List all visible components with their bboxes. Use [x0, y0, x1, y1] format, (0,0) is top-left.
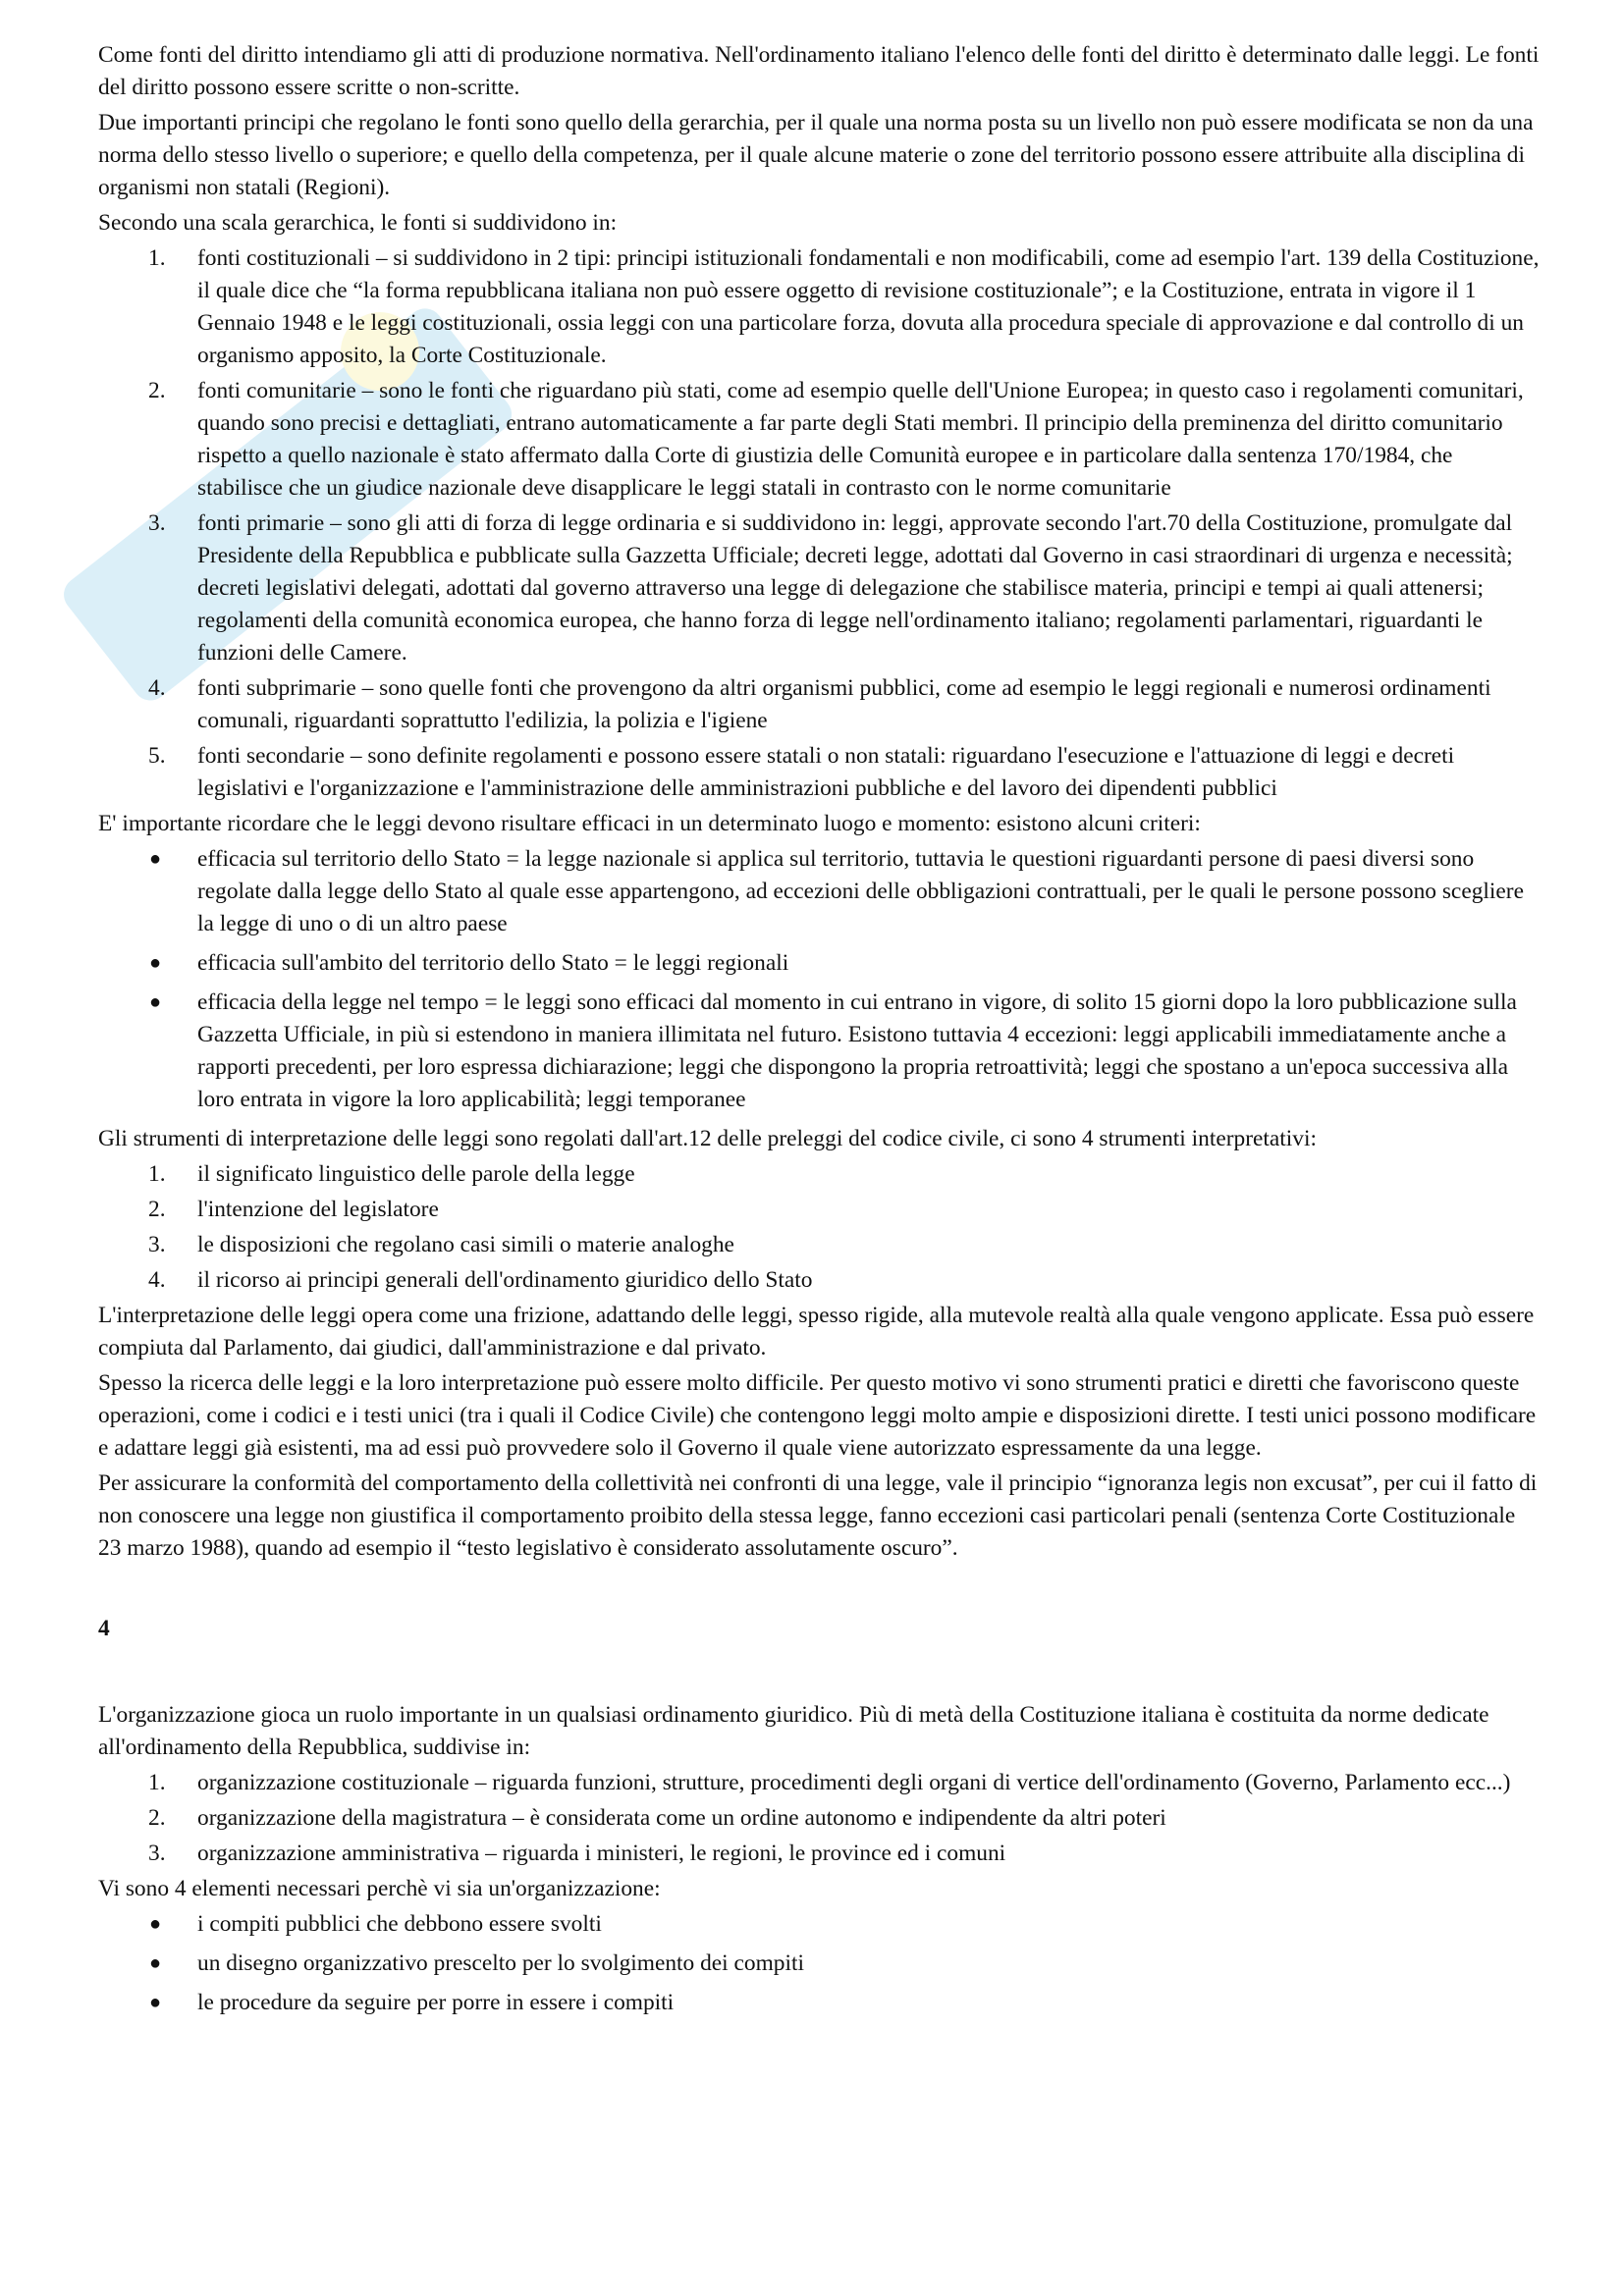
- list-item: [98, 947, 1542, 980]
- bullet-icon: ●: [149, 1952, 162, 1974]
- list-item-text: le procedure da seguire per porre in essere i compiti: [197, 1990, 675, 2015]
- list-item: [98, 1908, 1542, 1941]
- strumenti-intro: Gli strumenti di interpretazione delle leggi sono regolati dall'art.12 delle preleggi del codice civile, ci sono 4 strumenti interpretativi:: [98, 1126, 1317, 1151]
- elementi-list: [98, 1908, 1542, 2019]
- list-item-text: il significato linguistico delle parole della legge: [197, 1161, 635, 1187]
- list-item-text: organizzazione della magistratura – è considerata come un ordine autonomo e indipendente da altri poteri: [197, 1805, 1166, 1831]
- organizzazione-list: [98, 1767, 1542, 1870]
- list-item: [98, 672, 1542, 737]
- list-item-text: fonti comunitarie – sono le fonti che riguardano più stati, come ad esempio quelle dell'Unione Europea; in questo caso i regolamenti comunitari, quando sono precisi e dettagliati, entrano automaticamente a far parte degli Stati membri. Il principio della preminenza del diritto comunitario rispetto a quello nazionale è stato affermato dalla Corte di giustizia delle Comunità europee e in particolare dalla sentenza 170/1984, che stabilisce che un giudice nazionale deve disapplicare le leggi statali in contrasto con le norme comunitarie: [197, 378, 1524, 501]
- intro-paragraph-2: Due importanti principi che regolano le fonti sono quello della gerarchia, per il quale una norma posta su un livello non può essere modificata se non da una norma dello stesso livello o superiore; e quello della competenza, per il quale alcune materie o zone del territorio possono essere attribuite alla disciplina di organismi non statali (Regioni).: [98, 110, 1534, 200]
- list-number: 5.: [148, 743, 166, 769]
- list-number: 1.: [148, 1770, 166, 1795]
- list-item: [98, 1802, 1542, 1835]
- list-item: [98, 1838, 1542, 1870]
- efficacia-list: [98, 843, 1542, 1116]
- intro-paragraph-1: Come fonti del diritto intendiamo gli atti di produzione normativa. Nell'ordinamento italiano l'elenco delle fonti del diritto è determinato dalle leggi. Le fonti del diritto possono essere scritte o non-scritte.: [98, 42, 1540, 100]
- list-item: [98, 1264, 1542, 1297]
- list-item-text: fonti subprimarie – sono quelle fonti che provengono da altri organismi pubblici, come ad esempio le leggi regionali e numerosi ordinamenti comunali, riguardanti soprattutto l'edilizia, la polizia e l'igiene: [197, 675, 1491, 733]
- list-item-text: organizzazione costituzionale – riguarda funzioni, strutture, procedimenti degli organi di vertice dell'ordinamento (Governo, Parlamento ecc...): [197, 1770, 1511, 1795]
- list-item-text: fonti costituzionali – si suddividono in 2 tipi: principi istituzionali fondamentali e non modificabili, come ad esempio l'art. 139 della Costituzione, il quale dice che “la forma repubblicana italiana non può essere oggetto di revisione costituzionale”; e la Costituzione, entrata in vigore il 1 Gennaio 1948 e le leggi costituzionali, ossia leggi con una particolare forza, dovuta alla procedura speciale di approvazione e dal controllo di un organismo apposito, la Corte Costituzionale.: [197, 245, 1540, 368]
- list-item: [98, 375, 1542, 505]
- list-number: 2.: [148, 1805, 166, 1831]
- ricerca-paragraph: Spesso la ricerca delle leggi e la loro interpretazione può essere molto difficile. Per questo motivo vi sono strumenti pratici e diretti che favoriscono queste operazioni, come i codici e i testi unici (tra i quali il Codice Civile) che contengono leggi molto ampie e disposizioni dirette. I testi unici possono modificare e adattare leggi già esistenti, ma ad essi può provvedere solo il Governo il quale viene autorizzato espressamente da una legge.: [98, 1370, 1537, 1461]
- list-item-text: fonti primarie – sono gli atti di forza di legge ordinaria e si suddividono in: leggi, approvate secondo l'art.70 della Costituzione, promulgate dal Presidente della Repubblica e pubblicate sulla Gazzetta Ufficiale; decreti legge, adottati dal Governo in casi straordinari di urgenza e necessità; decreti legislativi delegati, adottati dal governo attraverso una legge di delegazione che stabilisce materia, principi e tempi ai quali attenersi; regolamenti della comunità economica europea, che hanno forza di legge nell'ordinamento italiano; regolamenti parlamentari, riguardanti le funzioni delle Camere.: [197, 510, 1513, 666]
- list-item-text: efficacia sul territorio dello Stato = la legge nazionale si applica sul territorio, tuttavia le questioni riguardanti persone di paesi diversi sono regolate dalla legge dello Stato al quale esse appartengono, ad eccezioni delle obbligazioni contrattuali, per le quali le persone possono scegliere la legge di uno o di un altro paese: [197, 846, 1524, 936]
- list-item: [98, 1194, 1542, 1226]
- list-item: [98, 1948, 1542, 1980]
- list-item: [98, 242, 1542, 372]
- list-item-text: il ricorso ai principi generali dell'ordinamento giuridico dello Stato: [197, 1267, 813, 1293]
- list-item: [98, 843, 1542, 940]
- list-number: 3.: [148, 510, 166, 536]
- list-item: [98, 740, 1542, 805]
- list-number: 4.: [148, 675, 166, 701]
- list-item-text: le disposizioni che regolano casi simili o materie analoghe: [197, 1232, 734, 1257]
- fonti-list: [98, 242, 1542, 805]
- list-number: 2.: [148, 1197, 166, 1222]
- list-item: [98, 507, 1542, 669]
- list-item: [98, 1229, 1542, 1261]
- list-number: 4.: [148, 1267, 166, 1293]
- section-heading: 4: [98, 1616, 110, 1641]
- list-item-text: fonti secondarie – sono definite regolamenti e possono essere statali o non statali: riguardano l'esecuzione e l'attuazione di leggi e decreti legislativi e l'organizzazione e l'amministrazione delle amministrazioni pubbliche e del lavoro dei dipendenti pubblici: [197, 743, 1455, 801]
- list-item: [98, 1987, 1542, 2019]
- bullet-icon: ●: [149, 1992, 162, 2013]
- elementi-intro: Vi sono 4 elementi necessari perchè vi sia un'organizzazione:: [98, 1876, 661, 1901]
- list-item-text: organizzazione amministrativa – riguarda i ministeri, le regioni, le province ed i comuni: [197, 1841, 1006, 1866]
- bullet-icon: ●: [149, 848, 162, 870]
- efficacia-intro: E' importante ricordare che le leggi devono risultare efficaci in un determinato luogo e momento: esistono alcuni criteri:: [98, 811, 1201, 836]
- list-item-text: efficacia sull'ambito del territorio dello Stato = le leggi regionali: [197, 950, 789, 976]
- organizzazione-intro: L'organizzazione gioca un ruolo importante in un qualsiasi ordinamento giuridico. Più di metà della Costituzione italiana è costituita da norme dedicate all'ordinamento della Repubblica, suddivise in:: [98, 1702, 1489, 1760]
- list-number: 3.: [148, 1232, 166, 1257]
- list-number: 3.: [148, 1841, 166, 1866]
- list-item-text: i compiti pubblici che debbono essere svolti: [197, 1911, 602, 1937]
- bullet-icon: ●: [149, 991, 162, 1013]
- document-body: [98, 39, 1542, 2026]
- interpretazione-paragraph: L'interpretazione delle leggi opera come una frizione, adattando delle leggi, spesso rigide, alla mutevole realtà alla quale vengono applicate. Essa può essere compiuta dal Parlamento, dai giudici, dall'amministrazione e dal privato.: [98, 1303, 1535, 1361]
- list-item-text: l'intenzione del legislatore: [197, 1197, 439, 1222]
- list-item: [98, 1767, 1542, 1799]
- conformita-paragraph: Per assicurare la conformità del comportamento della collettività nei confronti di una legge, vale il principio “ignoranza legis non excusat”, per cui il fatto di non conoscere una legge non giustifica il comportamento proibito della stessa legge, fanno eccezioni casi particolari penali (sentenza Corte Costituzionale 23 marzo 1988), quando ad esempio il “testo legislativo è considerato assolutamente oscuro”.: [98, 1470, 1538, 1561]
- list-item-text: un disegno organizzativo prescelto per lo svolgimento dei compiti: [197, 1950, 804, 1976]
- bullet-icon: ●: [149, 952, 162, 974]
- list-number: 2.: [148, 378, 166, 403]
- intro-paragraph-3: Secondo una scala gerarchica, le fonti si suddividono in:: [98, 210, 618, 236]
- list-number: 1.: [148, 1161, 166, 1187]
- list-item: [98, 987, 1542, 1116]
- list-item-text: efficacia della legge nel tempo = le leggi sono efficaci dal momento in cui entrano in vigore, di solito 15 giorni dopo la loro pubblicazione sulla Gazzetta Ufficiale, in più si estendono in maniera illimitata nel futuro. Esistono tuttavia 4 eccezioni: leggi applicabili immediatamente anche a rapporti precedenti, per loro espressa dichiarazione; leggi che dispongono la propria retroattività; leggi che spostano a un'epoca successiva alla loro entrata in vigore la loro applicabilità; leggi temporanee: [197, 989, 1517, 1112]
- bullet-icon: ●: [149, 1913, 162, 1935]
- strumenti-list: [98, 1158, 1542, 1297]
- list-item: [98, 1158, 1542, 1191]
- list-number: 1.: [148, 245, 166, 271]
